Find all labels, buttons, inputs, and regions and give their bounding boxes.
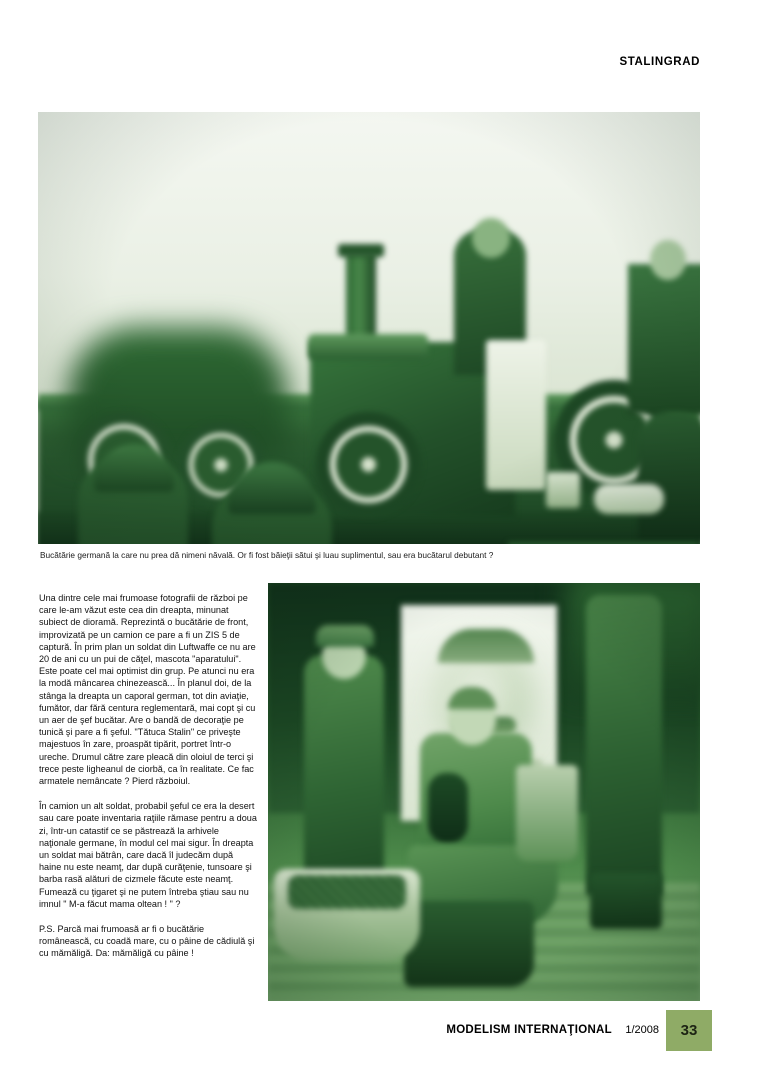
photo-vignette — [268, 583, 700, 1001]
issue-number: 1/2008 — [625, 1024, 659, 1036]
page-number-badge — [666, 1010, 712, 1051]
page-title: STALINGRAD — [619, 56, 700, 68]
photo-caption-top: Bucătărie germană la care nu prea dă nimeni năvală. Or fi fost băieţii sătui şi luau suplimentul, sau era bucătarul debutant ? — [40, 550, 494, 560]
photo-duotone-layer — [268, 583, 700, 1001]
article-body-column — [39, 592, 257, 960]
page-number: 33 — [680, 1022, 698, 1039]
running-header — [38, 52, 700, 70]
german-field-kitchen-on-railcar-photo — [38, 112, 700, 544]
article-paragraph: Una dintre cele mai frumoase fotografii de război pe care le-am văzut este cea din dreapta, minunat subiect de dioramă. Reprezintă o bucătărie de front, improvizată pe un camion ce pare a fi un ZIS 5 de captură. În prim plan un soldat din Luftwaffe ce nu are 20 de ani cu un pui de căţel, mascota "aparatului". Este poate cel mai optimist din grup. Pe atunci nu era la modă mâncarea chinezească... În planul doi, de la stânga la dreapta un caporal german, tot din aviaţie, fumător, dar fără centura reglementară, mai copt şi cu un aer de şef bucătar. Are o bandă de decoraţie pe tunică şi pare a fi şeful. "Tătuca Stalin" ce priveşte majestuos în zare, proaspăt tipărit, portret într-o ureche. Drumul către zare pleacă din oloiul de terci şi trece peste ligheanul de ciorbă, ca în realitate. Ce fac armatele nemâncate ? Pierd războiul. — [39, 593, 256, 787]
article-paragraph: P.S. Parcă mai frumoasă ar fi o bucătărie românească, cu coadă mare, cu o pâine de cădiulă şi cu mămăligă. Da: mămăligă cu pâine ! — [39, 924, 255, 959]
page-footer — [38, 1018, 700, 1052]
article-paragraph: În camion un alt soldat, probabil şeful ce era la desert sau care poate inventaria raţiile rămase pentru a doua zi, într-un catastif ce se păstrează la arhivele naţionale germane, în modul cel mai sigur. În dreapta un soldat mai bătrân, care dacă îl judecăm după haine nu este neamţ, dar după curăţenie, tunsoare şi barba rasă alături de cizmele făcute este neamţ. Fumează cu ţigaret şi ne putem întreba ştiau sau nu imnul " M-a făcut mama oltean ! " ? — [39, 801, 257, 909]
photo-vignette — [38, 112, 700, 544]
photo-duotone-layer — [38, 112, 700, 544]
soldiers-with-stalin-portrait-photo — [268, 583, 700, 1001]
magazine-brand: MODELISM INTERNAŢIONAL — [446, 1024, 612, 1036]
